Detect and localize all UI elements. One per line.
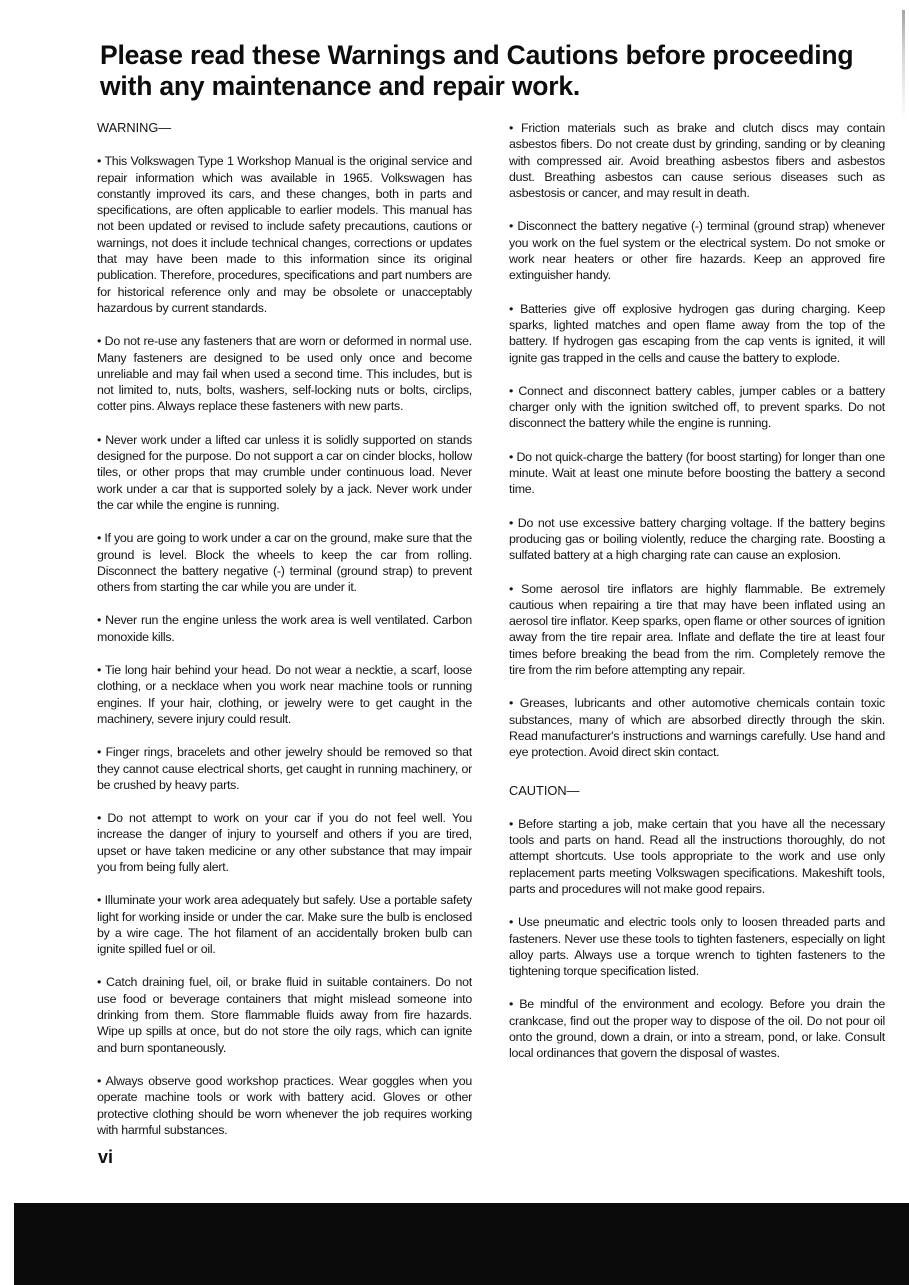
warning-paragraph: • Do not attempt to work on your car if you do not feel well. You increase the danger of injury to yourself and others if you are tired, upset or have taken medicine or any other substance that may impair you from being fully alert. xyxy=(97,811,472,874)
caution-heading: CAUTION— xyxy=(509,782,580,798)
warning-paragraph: • Some aerosol tire inflators are highly flammable. Be extremely cautious when repairing a tire that may have been inflated using an aerosol tire inflator. Keep sparks, open flame or other sources of ignition away from the tire repair area. Inflate and deflate the tire at least four times before breaking the bead from the rim. Completely remove the tire from the rim before attempting any repair. xyxy=(509,581,885,678)
right-column xyxy=(509,120,885,1079)
warning-paragraph: • Connect and disconnect battery cables, jumper cables or a battery charger only with the ignition switched off, to prevent sparks. Do not disconnect the battery while the engine is running. xyxy=(509,383,885,431)
warning-paragraph: • Finger rings, bracelets and other jewelry should be removed so that they cannot cause electrical shorts, get caught in running machinery, or be crushed by heavy parts. xyxy=(97,745,472,792)
warning-paragraph: • Do not quick-charge the battery (for boost starting) for longer than one minute. Wait at least one minute before boosting the battery a second time. xyxy=(509,449,885,497)
left-column xyxy=(97,120,472,1155)
warning-paragraph: • Never work under a lifted car unless it is solidly supported on stands designed for the purpose. Do not support a car on cinder blocks, hollow tiles, or other props that may crumble under continuous load. Never work under a car that is supported solely by a jack. Never work under the car while the engine is running. xyxy=(97,432,472,512)
warning-paragraph: • Illuminate your work area adequately but safely. Use a portable safety light for working inside or under the car. Make sure the bulb is enclosed by a wire cage. The hot filament of an accidentally broken bulb can ignite spilled fuel or oil. xyxy=(97,893,472,957)
caution-paragraph: • Use pneumatic and electric tools only to loosen threaded parts and fasteners. Never use these tools to tighten fasteners, especially on light alloy parts. Always use a torque wrench to tighten fasteners to the tightening torque specification listed. xyxy=(509,915,885,979)
warning-paragraph: • Never run the engine unless the work area is well ventilated. Carbon monoxide kills. xyxy=(97,613,472,644)
warning-paragraph: • If you are going to work under a car on the ground, make sure that the ground is level. Block the wheels to keep the car from rolling. Disconnect the battery negative (-) terminal (ground strap) to prevent others from starting the car while you are under it. xyxy=(97,531,472,595)
warning-paragraph: • Always observe good workshop practices. Wear goggles when you operate machine tools or work with battery acid. Gloves or other protective clothing should be worn whenever the job requires working with harmful substances. xyxy=(97,1073,472,1137)
warning-heading: WARNING— xyxy=(97,120,172,135)
page-number: vi xyxy=(98,1147,114,1167)
caution-paragraph: • Before starting a job, make certain that you have all the necessary tools and parts on hand. Read all the instructions thoroughly, do not attempt shortcuts. Use tools appropriate to the work and use only replacement parts meeting Volkswagen specifications. Makeshift tools, parts and procedures will not make good repairs. xyxy=(509,816,885,896)
warning-paragraph: • Greases, lubricants and other automotive chemicals contain toxic substances, many of which are absorbed directly through the skin. Read manufacturer's instructions and warnings carefully. Use hand and eye protection. Avoid direct skin contact. xyxy=(509,696,885,760)
warning-paragraph: • Friction materials such as brake and clutch discs may contain asbestos fibers. Do not create dust by grinding, sanding or by cleaning with compressed air. Avoid breathing asbestos fibers and asbestos dust. Breathing asbestos can cause serious diseases such as asbestosis or cancer, and may result in death. xyxy=(509,121,885,201)
warning-paragraph: • Do not use excessive battery charging voltage. If the battery begins producing gas or boiling violently, reduce the charging rate. Boosting a sulfated battery at a high charging rate can cause an explosion. xyxy=(509,515,885,563)
warning-paragraph: • Do not re-use any fasteners that are worn or deformed in normal use. Many fasteners are designed to be used only once and become unreliable and may fail when used a second time. This includes, but is not limited to, nuts, bolts, washers, self-locking nuts or bolts, circlips, cotter pins. Always replace these fasteners with new parts. xyxy=(97,334,472,414)
page-title: Please read these Warnings and Cautions before proceeding with any maintenance and repair work. xyxy=(100,40,854,101)
scan-border-band xyxy=(14,1203,909,1285)
warning-paragraph: • Tie long hair behind your head. Do not wear a necktie, a scarf, loose clothing, or a necklace when you work near machine tools or running engines. If your hair, clothing, or jewelry were to get caught in the machinery, severe injury could result. xyxy=(97,663,472,726)
warning-paragraph: • Catch draining fuel, oil, or brake fluid in suitable containers. Do not use food or beverage containers that might mislead someone into drinking from them. Store flammable fluids away from fire hazards. Wipe up spills at once, but do not store the oily rags, which can ignite and burn spontaneously. xyxy=(97,975,472,1055)
warning-paragraph: • Disconnect the battery negative (-) terminal (ground strap) whenever you work on the fuel system or the electrical system. Do not smoke or work near heaters or other fire hazards. Keep an approved fire extinguisher handy. xyxy=(509,219,885,283)
warning-paragraph: • Batteries give off explosive hydrogen gas during charging. Keep sparks, lighted matches and open flame away from the top of the battery. If hydrogen gas escaping from the cap vents is ignited, it will ignite gas trapped in the cells and cause the battery to explode. xyxy=(509,301,885,365)
warning-paragraph: • This Volkswagen Type 1 Workshop Manual is the original service and repair information which was available in 1965. Volkswagen has constantly improved its cars, and these changes, both in parts and specifications, are often applicable to earlier models. This manual has not been updated or revised to include safety precautions, cautions or warnings, not does it include technical changes, corrections or updates that may have been made to this information since its original publication. Therefore, procedures, specifications and part numbers are for historical reference only and may be obsolete or unacceptably hazardous by current standards. xyxy=(97,154,472,315)
scan-edge-shadow xyxy=(902,10,905,120)
caution-paragraph: • Be mindful of the environment and ecology. Before you drain the crankcase, find out the proper way to dispose of the oil. Do not pour oil onto the ground, down a drain, or into a stream, pond, or lake. Consult local ordinances that govern the disposal of wastes. xyxy=(509,997,885,1061)
